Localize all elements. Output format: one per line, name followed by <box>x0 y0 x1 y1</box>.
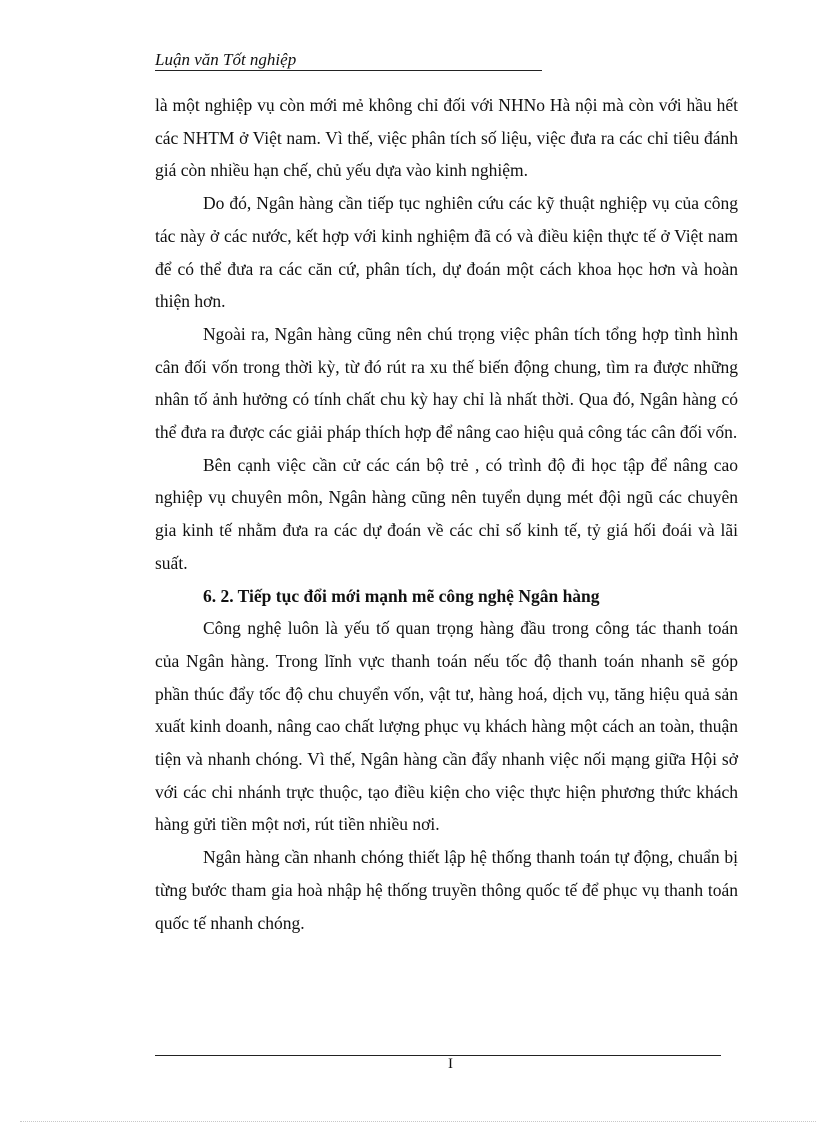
paragraph: Công nghệ luôn là yếu tố quan trọng hàng đầu trong công tác thanh toán của Ngân hàng. Trong lĩnh vực thanh toán nếu tốc độ thanh toán nhanh sẽ góp phần thúc đẩy tốc độ chu chuyển vốn, vật tư, hàng hoá, dịch vụ, tăng hiệu quả sản xuất kinh doanh, nâng cao chất lượng phục vụ khách hàng một cách an toàn, thuận tiện và nhanh chóng. Vì thế, Ngân hàng cần đẩy nhanh việc nối mạng giữa Hội sở với các chi nhánh trực thuộc, tạo điều kiện cho việc thực hiện phương thức khách hàng gửi tiền một nơi, rút tiền nhiều nơi. <box>155 618 738 835</box>
paragraph: Bên cạnh việc cần cử các cán bộ trẻ , có trình độ đi học tập để nâng cao nghiệp vụ chuyên môn, Ngân hàng cũng nên tuyển dụng mét đội ngũ các chuyên gia kinh tế nhằm đưa ra các dự đoán về các chỉ số kinh tế, tỷ giá hối đoái và lãi suất. <box>155 454 738 573</box>
document-body <box>155 89 738 939</box>
paragraph: Ngân hàng cần nhanh chóng thiết lập hệ thống thanh toán tự động, chuẩn bị từng bước tham gia hoà nhập hệ thống truyền thông quốc tế để phục vụ thanh toán quốc tế nhanh chóng. <box>155 847 738 933</box>
paragraph: Ngoài ra, Ngân hàng cũng nên chú trọng việc phân tích tổng hợp tình hình cân đối vốn trong thời kỳ, từ đó rút ra xu thế biến động chung, tìm ra được những nhân tố ảnh hưởng có tính chất chu kỳ hay chỉ là nhất thời. Qua đó, Ngân hàng có thể đưa ra được các giải pháp thích hợp để nâng cao hiệu quả công tác cân đối vốn. <box>155 323 738 443</box>
section-heading: 6. 2. Tiếp tục đổi mới mạnh mẽ công nghệ Ngân hàng <box>203 585 600 606</box>
paragraph: Do đó, Ngân hàng cần tiếp tục nghiên cứu các kỹ thuật nghiệp vụ của công tác này ở các nước, kết hợp với kinh nghiệm đã có và điều kiện thực tế ở Việt nam để có thể đưa ra các căn cứ, phân tích, dự đoán một cách khoa học hơn và hoàn thiện hơn. <box>155 193 738 312</box>
running-header <box>155 50 542 71</box>
header-title: Luận văn Tốt nghiệp <box>155 50 297 69</box>
page-edge-divider <box>20 1121 816 1122</box>
page-number: I <box>448 1056 453 1072</box>
footer-divider <box>155 1055 721 1056</box>
paragraph: là một nghiệp vụ còn mới mẻ không chỉ đối với NHNo Hà nội mà còn với hầu hết các NHTM ở Việt nam. Vì thế, việc phân tích số liệu, việc đưa ra các chỉ tiêu đánh giá còn nhiều hạn chế, chủ yếu dựa vào kinh nghiệm. <box>155 95 738 181</box>
